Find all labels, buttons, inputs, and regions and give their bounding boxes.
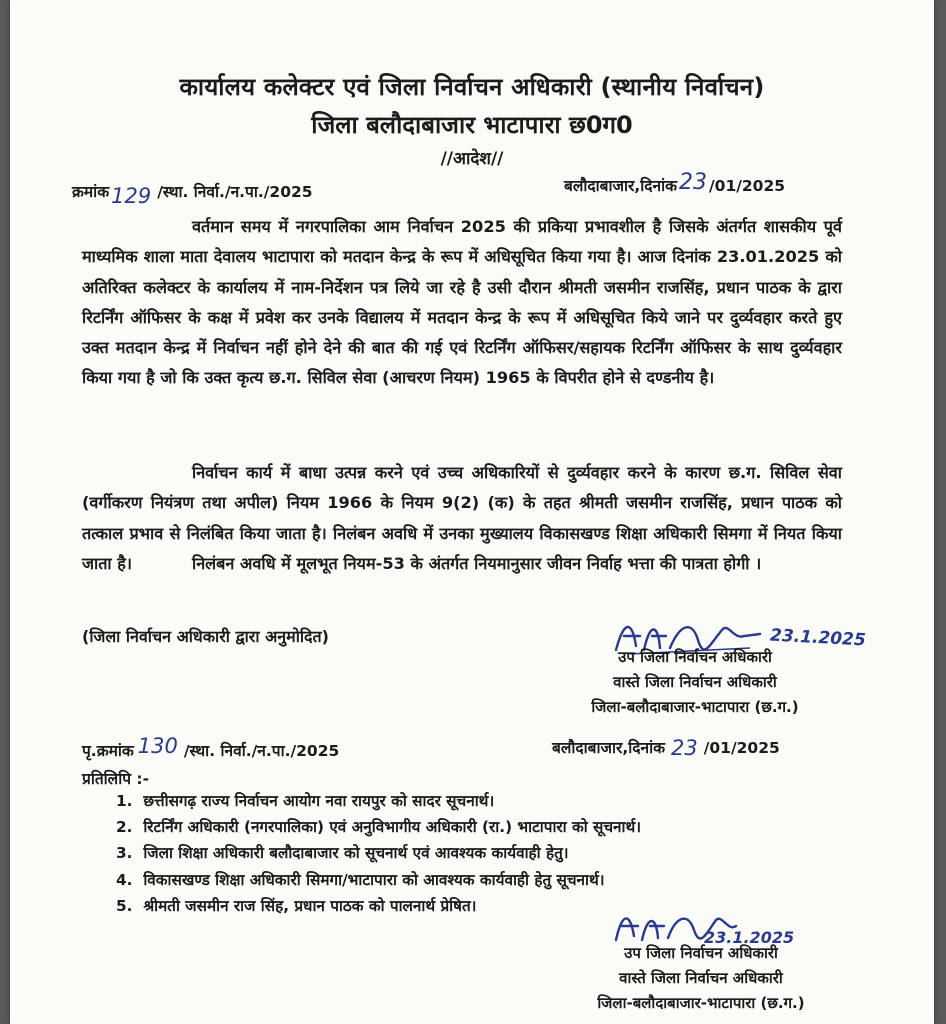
body-paragraph-3: निलंबन अवधि में मूलभूत नियम-53 के अंतर्गत नियमानुसार जीवन निर्वाह भत्ता की पात्रता होगी । (192, 554, 762, 573)
endorsement-month-year: /01/2025 (703, 739, 780, 757)
endorsement-number (82, 734, 340, 761)
body-paragraph-1: वर्तमान समय में नगरपालिका आम निर्वाचन 2025 की प्रकिया प्रभावशील है जिसके अंतर्गत शासकीय पूर्व माध्यमिक शाला माता देवालय भाटापारा को मतदान केन्द्र के रूप में अधिसूचित किया गया है। आज दिनांक 23.01.2025 को अतिरिक्त कलेक्टर के कार्यालय में नाम-निर्देशन पत्र लिये जा रहे है उसी दौरान श्रीमती जसमीन राजसिंह, प्रधान पाठक के द्वारा रिटर्निंग ऑफिसर के कक्ष में प्रवेश कर उनके विद्यालय में मतदान केन्द्र के रूप में अधिसूचित किये जाने पर दुर्व्यवहार करते हुए उक्त मतदान केन्द्र में निर्वाचन नहीं होने देने की बात की गई एवं रिटर्निंग ऑफिसर/सहायक रिटर्निंग ऑफिसर के साथ दुर्व्यवहार किया गया है जो कि उक्त कृत्य छ.ग. सिविल सेवा (आचरण नियम) 1965 के विपरीत होने से दण्डनीय है। (82, 217, 842, 388)
signature-1-district: जिला-बलौदाबाजार-भाटापारा (छ.ग.) (591, 698, 799, 716)
endorsement-handwritten-day: 23 (671, 736, 698, 760)
endorsement-place-label: बलौदाबाजार,दिनांक (552, 739, 665, 757)
copy-heading: प्रतिलिपि :- (82, 770, 150, 788)
signature-block-2 (576, 941, 826, 1016)
signature-2-on-behalf: वास्ते जिला निर्वाचन अधिकारी (619, 969, 783, 987)
endorsement-prefix: पृ.क्रमांक (82, 742, 134, 760)
signature-2-designation: उप जिला निर्वाचन अधिकारी (624, 944, 778, 962)
office-heading: कार्यालय कलेक्टर एवं जिला निर्वाचन अधिकारी (स्थानीय निर्वाचन) (179, 73, 765, 101)
reference-place-label: बलौदाबाजार,दिनांक (564, 177, 677, 195)
reference-month-year: /01/2025 (709, 177, 786, 195)
endorsement-date (552, 734, 780, 758)
signature-1-date: 23.1.2025 (769, 625, 867, 651)
reference-handwritten-day: 23 (679, 170, 707, 195)
reference-handwritten-number: 129 (111, 184, 152, 208)
district-heading: जिला बलौदाबाजार भाटापारा छ0ग0 (311, 111, 633, 139)
reference-date (564, 172, 785, 197)
reference-prefix: क्रमांक (72, 183, 110, 201)
body-paragraph-2: निर्वाचन कार्य में बाधा उत्पन्न करने एवं उच्च अधिकारियों से दुर्व्यवहार करने के कारण छ.ग. सिविल सेवा (वर्गीकरण नियंत्रण तथा अपील) नियम 1966 के नियम 9(2) (क) के तहत श्रीमती जसमीन राजसिंह, प्रधान पाठक को तत्काल प्रभाव से निलंबित किया जाता है। निलंबन अवधि में उनका मुख्यालय विकासखण्ड शिक्षा अधिकारी सिमगा में नियत किया जाता है। (82, 463, 842, 573)
list-item: 2. रिटर्निंग अधिकारी (नगरपालिका) एवं अनुविभागीय अधिकारी (रा.) भाटापारा को सूचनार्थ। (116, 818, 642, 837)
list-item: 5. श्रीमती जसमीन राज सिंह, प्रधान पाठक को पालनार्थ प्रेषित। (116, 896, 477, 915)
list-item: 3. जिला शिक्षा अधिकारी बलौदाबाजार को सूचनार्थ एवं आवश्यक कार्यवाही हेतु। (116, 844, 569, 863)
list-item: 1. छत्तीसगढ़ राज्य निर्वाचन आयोग नवा रायपुर को सादर सूचनार्थ। (116, 792, 495, 810)
signature-1-on-behalf: वास्ते जिला निर्वाचन अधिकारी (613, 673, 777, 691)
order-title: //आदेश// (440, 149, 504, 169)
signature-2-date: 23.1.2025 (704, 928, 795, 947)
endorsement-suffix: /स्था. निर्वा./न.पा./2025 (183, 742, 340, 760)
signature-2-district: जिला-बलौदाबाजार-भाटापारा (छ.ग.) (597, 994, 805, 1012)
signature-1-designation: उप जिला निर्वाचन अधिकारी (618, 648, 772, 666)
reference-number (72, 178, 313, 208)
copy-list (116, 788, 641, 919)
signature-block-1 (570, 645, 820, 720)
reference-suffix: /स्था. निर्वा./न.पा./2025 (157, 183, 313, 201)
endorsement-handwritten-number: 130 (137, 734, 178, 758)
list-item: 4. विकासखण्ड शिक्षा अधिकारी सिमगा/भाटापारा को आवश्यक कार्यवाही हेतु सूचनार्थ। (116, 870, 605, 889)
approval-note: (जिला निर्वाचन अधिकारी द्वारा अनुमोदित) (82, 627, 329, 646)
document-page (10, 0, 934, 1024)
